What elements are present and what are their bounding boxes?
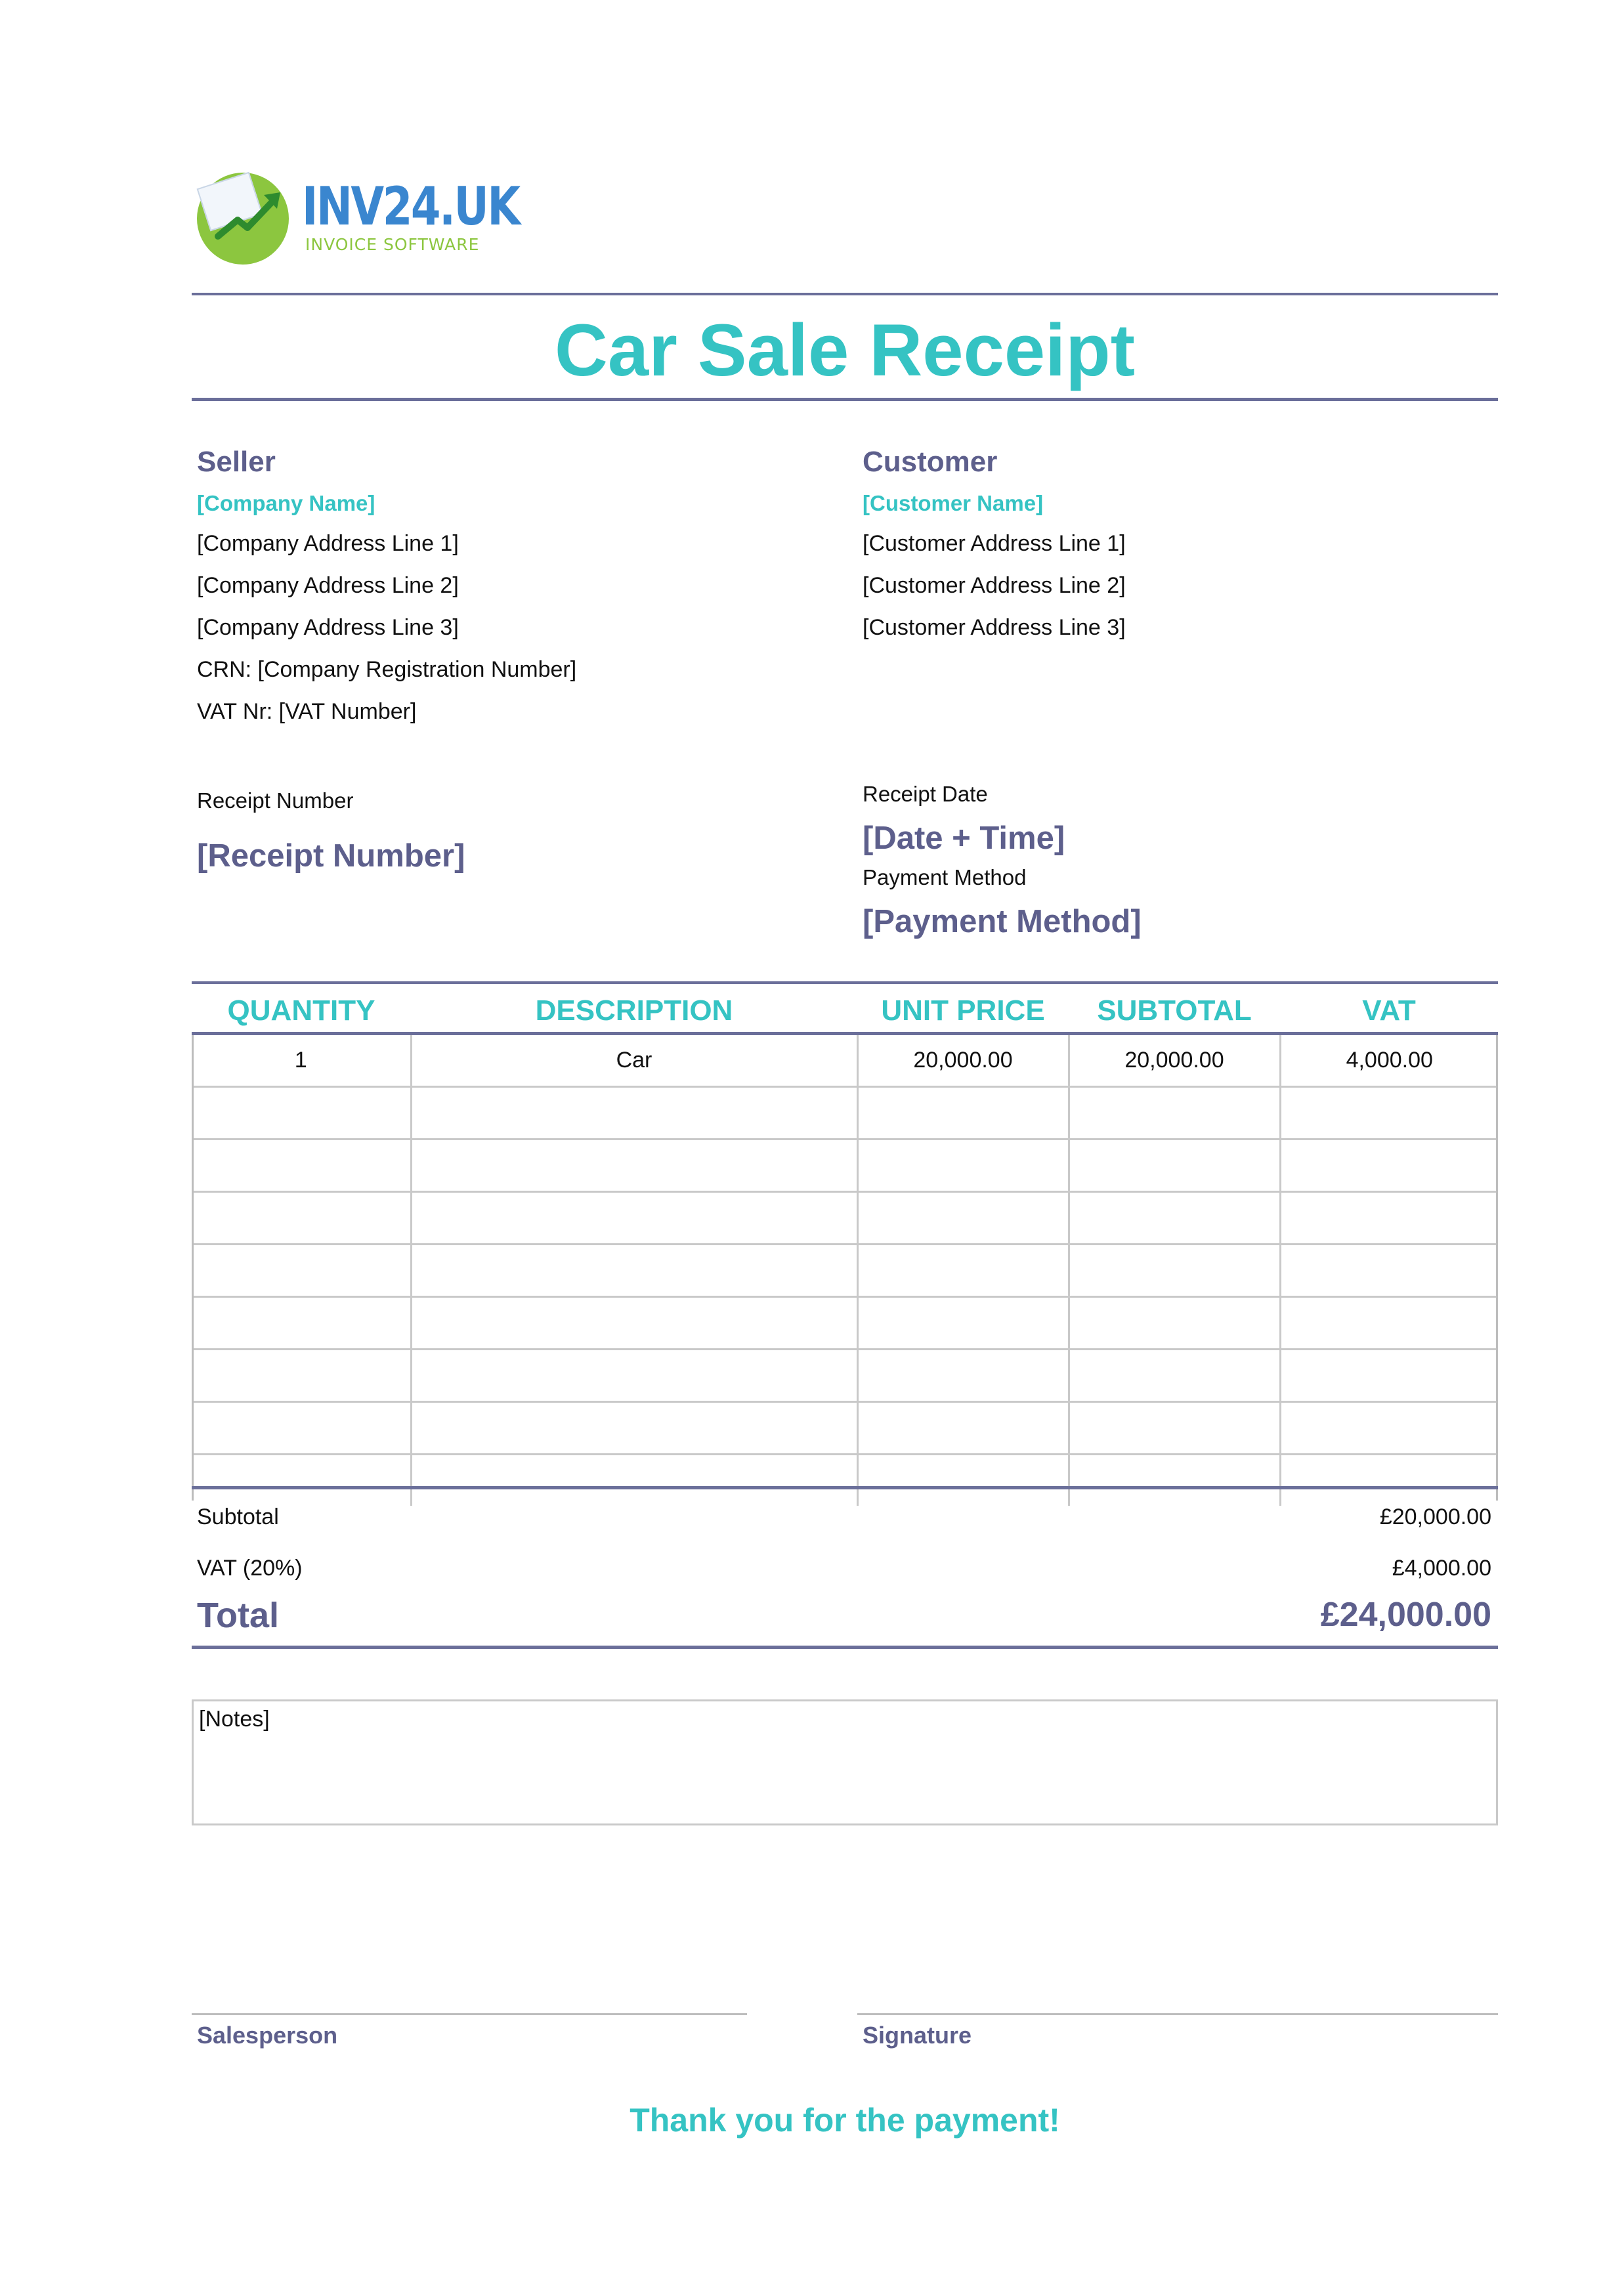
receipt-date-value: [Date + Time] (863, 821, 1065, 856)
cell-quantity (192, 1297, 411, 1350)
cell-description (411, 1087, 857, 1140)
customer-heading: Customer (863, 446, 998, 478)
cell-vat (1280, 1402, 1498, 1455)
logo-subtitle: INVOICE SOFTWARE (305, 235, 480, 254)
receipt-number-label: Receipt Number (197, 788, 354, 813)
cell-quantity (192, 1140, 411, 1192)
signature-line (857, 2013, 1498, 2015)
notes-text: [Notes] (199, 1707, 270, 1732)
cell-vat (1280, 1087, 1498, 1140)
col-header-unit-price: UNIT PRICE (881, 994, 1045, 1027)
col-header-vat: VAT (1362, 994, 1416, 1027)
total-value: £24,000.00 (1320, 1596, 1491, 1634)
cell-unit-price (857, 1245, 1069, 1297)
cell-subtotal (1069, 1455, 1280, 1506)
cell-quantity (192, 1350, 411, 1402)
cell-subtotal (1069, 1140, 1280, 1192)
receipt-date-label: Receipt Date (863, 782, 988, 806)
cell-quantity (192, 1402, 411, 1455)
cell-unit-price (857, 1140, 1069, 1192)
cell-unit-price (857, 1455, 1069, 1506)
cell-unit-price (857, 1192, 1069, 1245)
seller-address-1: [Company Address Line 1] (197, 531, 459, 556)
seller-name: [Company Name] (197, 491, 375, 515)
customer-address-1: [Customer Address Line 1] (863, 531, 1126, 556)
customer-address-2: [Customer Address Line 2] (863, 573, 1126, 598)
seller-address-2: [Company Address Line 2] (197, 573, 459, 598)
col-header-subtotal: SUBTOTAL (1097, 994, 1252, 1027)
payment-method-value: [Payment Method] (863, 904, 1142, 939)
cell-description (411, 1297, 857, 1350)
cell-subtotal (1069, 1350, 1280, 1402)
cell-description (411, 1455, 857, 1506)
cell-description (411, 1350, 857, 1402)
vat-value: £4,000.00 (1392, 1556, 1491, 1581)
customer-address-3: [Customer Address Line 3] (863, 615, 1126, 640)
table-row (192, 1192, 1498, 1245)
table-bottom-rule (192, 1486, 1498, 1489)
cell-vat (1280, 1297, 1498, 1350)
col-header-quantity: QUANTITY (227, 994, 375, 1027)
cell-unit-price (857, 1350, 1069, 1402)
total-rule (192, 1646, 1498, 1649)
cell-unit-price (857, 1402, 1069, 1455)
total-label: Total (197, 1596, 279, 1635)
cell-vat (1280, 1192, 1498, 1245)
table-frame-right (1496, 1035, 1498, 1501)
logo-title: INV24.UK (302, 176, 519, 237)
cell-description: Car (411, 1035, 857, 1087)
thank-you-message: Thank you for the payment! (630, 2102, 1060, 2139)
cell-description (411, 1192, 857, 1245)
notes-box[interactable] (192, 1699, 1498, 1825)
cell-subtotal: 20,000.00 (1069, 1035, 1280, 1087)
salesperson-label: Salesperson (197, 2022, 338, 2049)
cell-unit-price (857, 1297, 1069, 1350)
cell-subtotal (1069, 1245, 1280, 1297)
table-row (192, 1087, 1498, 1140)
receipt-number-value: [Receipt Number] (197, 838, 465, 874)
cell-subtotal (1069, 1297, 1280, 1350)
table-row (192, 1245, 1498, 1297)
table-row (192, 1455, 1498, 1506)
seller-crn: CRN: [Company Registration Number] (197, 657, 577, 682)
payment-method-label: Payment Method (863, 865, 1027, 889)
vat-label: VAT (20%) (197, 1556, 303, 1581)
table-frame-left (192, 1035, 194, 1501)
cell-vat: 4,000.00 (1280, 1035, 1498, 1087)
cell-quantity (192, 1192, 411, 1245)
customer-name: [Customer Name] (863, 491, 1044, 515)
cell-description (411, 1402, 857, 1455)
table-row (192, 1350, 1498, 1402)
cell-quantity (192, 1245, 411, 1297)
seller-address-3: [Company Address Line 3] (197, 615, 459, 640)
col-header-description: DESCRIPTION (535, 994, 733, 1027)
cell-description (411, 1245, 857, 1297)
cell-quantity: 1 (192, 1035, 411, 1087)
subtotal-value: £20,000.00 (1379, 1504, 1491, 1529)
table-row (192, 1140, 1498, 1192)
title-rule-bottom (192, 398, 1498, 401)
cell-vat (1280, 1140, 1498, 1192)
table-row (192, 1297, 1498, 1350)
items-table (192, 1035, 1498, 1506)
cell-subtotal (1069, 1402, 1280, 1455)
subtotal-label: Subtotal (197, 1504, 279, 1529)
cell-quantity (192, 1087, 411, 1140)
cell-subtotal (1069, 1192, 1280, 1245)
growth-arrow-icon (211, 174, 290, 253)
signature-label: Signature (863, 2022, 972, 2049)
cell-unit-price (857, 1087, 1069, 1140)
page-title: Car Sale Receipt (555, 309, 1135, 391)
seller-vat: VAT Nr: [VAT Number] (197, 699, 417, 724)
table-header-rule-top (192, 981, 1498, 984)
cell-quantity (192, 1455, 411, 1506)
table-row (192, 1402, 1498, 1455)
cell-vat (1280, 1245, 1498, 1297)
cell-vat (1280, 1350, 1498, 1402)
cell-unit-price: 20,000.00 (857, 1035, 1069, 1087)
title-rule-top (192, 293, 1498, 295)
company-logo (197, 167, 519, 269)
seller-heading: Seller (197, 446, 276, 478)
cell-description (411, 1140, 857, 1192)
cell-vat (1280, 1455, 1498, 1506)
table-row (192, 1035, 1498, 1087)
cell-subtotal (1069, 1087, 1280, 1140)
salesperson-line (192, 2013, 747, 2015)
